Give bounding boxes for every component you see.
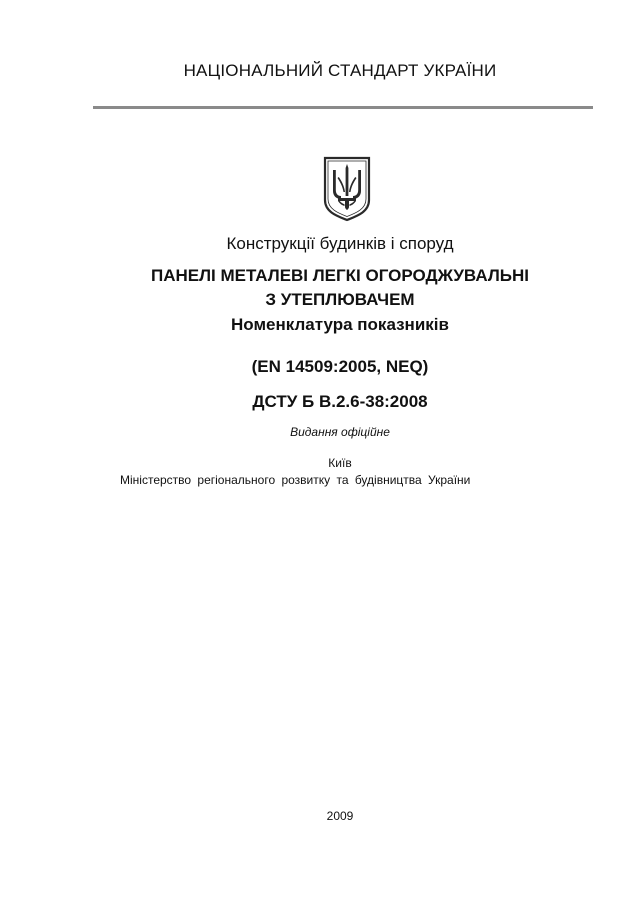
trident-coat-of-arms-icon [323, 156, 371, 222]
en-standard-reference: (EN 14509:2005, NEQ) [251, 357, 429, 376]
edition-note: Видання офіційне [290, 425, 390, 439]
document-subtitle: Номенклатура показників [231, 315, 449, 334]
publication-year: 2009 [326, 809, 354, 823]
document-category: Конструкції будинків і споруд [226, 234, 454, 253]
publication-city: Київ [328, 456, 352, 470]
standard-designation: ДСТУ Б В.2.6-38:2008 [252, 392, 428, 411]
document-title-line-1: ПАНЕЛІ МЕТАЛЕВІ ЛЕГКІ ОГОРОДЖУВАЛЬНІ [150, 266, 529, 285]
header-divider [93, 106, 593, 109]
document-title-line-2: З УТЕПЛЮВАЧЕМ [265, 290, 415, 309]
page-header-title: НАЦІОНАЛЬНИЙ СТАНДАРТ УКРАЇНИ [183, 61, 497, 80]
publisher-name: Міністерство регіонального розвитку та будівництва України [120, 473, 471, 487]
